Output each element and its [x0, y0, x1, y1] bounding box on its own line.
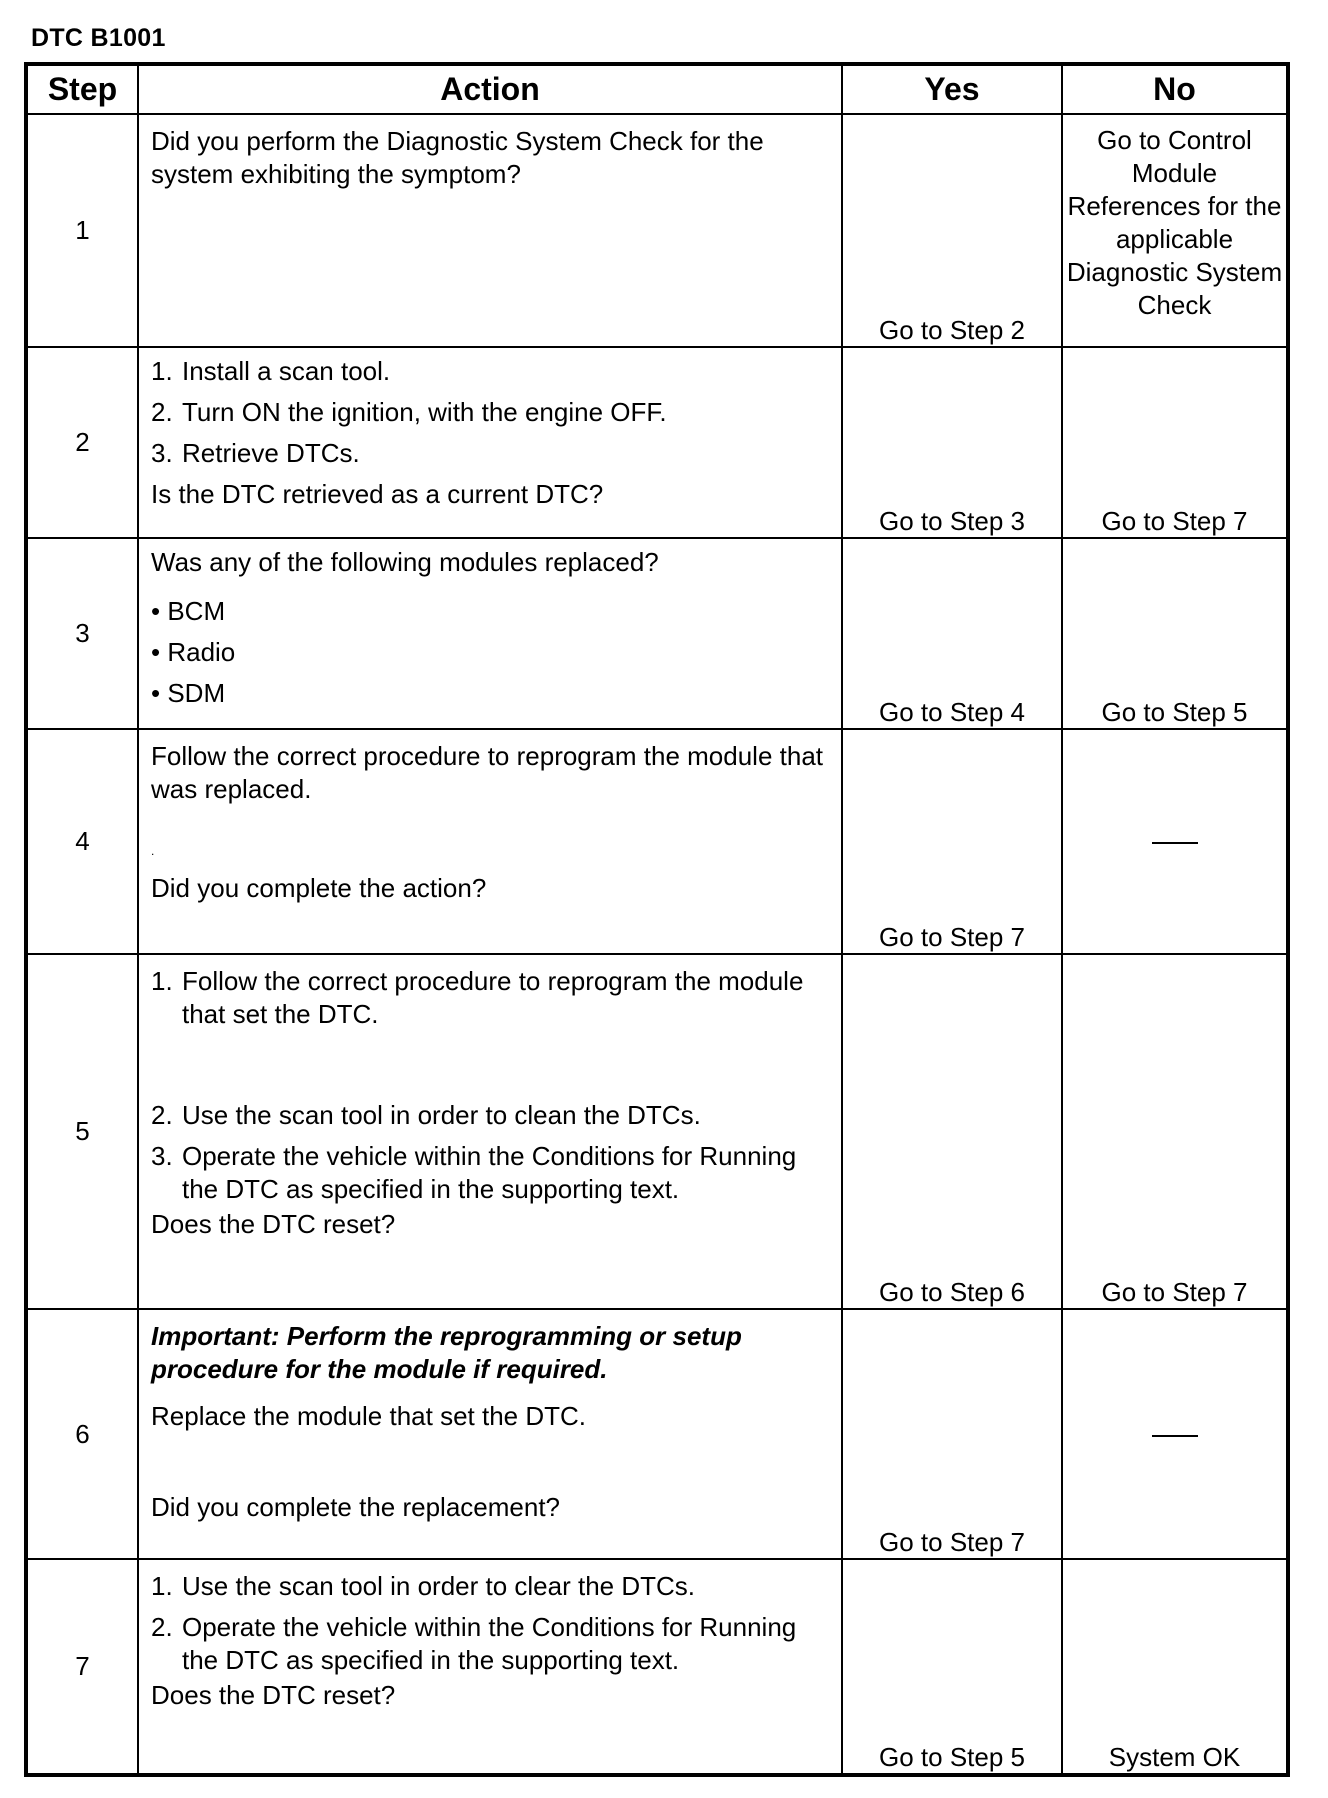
question-text: Is the DTC retrieved as a current DTC?: [151, 479, 604, 509]
step-number: 4: [26, 729, 138, 954]
bullet-item: • BCM: [151, 596, 226, 626]
list-item: [151, 1099, 829, 1132]
list-item: [151, 433, 829, 474]
item-text: Operate the vehicle within the Conditions for Running the DTC as specified in the supporting text.: [182, 1612, 797, 1675]
action-text: Was any of the following modules replaced?: [151, 547, 659, 577]
yes-cell: Go to Step 6: [842, 954, 1062, 1309]
question-text: Does the DTC reset?: [151, 1680, 396, 1710]
header-yes: Yes: [842, 64, 1062, 114]
header-no: No: [1062, 64, 1288, 114]
item-number: 1.: [151, 356, 173, 386]
yes-cell: Go to Step 5: [842, 1559, 1062, 1775]
item-number: 2.: [151, 397, 173, 427]
header-action: Action: [138, 64, 842, 114]
yes-cell: Go to Step 7: [842, 1309, 1062, 1559]
yes-cell: Go to Step 2: [842, 114, 1062, 347]
dash-icon: [1152, 842, 1198, 844]
table-header-row: [26, 64, 1288, 114]
table-row: [26, 347, 1288, 538]
table-row: [26, 114, 1288, 347]
list-item: [151, 392, 829, 433]
action-cell: [138, 1309, 842, 1559]
list-item: [151, 965, 829, 1031]
list-item: [151, 1570, 829, 1603]
item-text: Retrieve DTCs.: [182, 438, 360, 468]
table-row: [26, 538, 1288, 729]
question-text: Does the DTC reset?: [151, 1209, 396, 1239]
step-number: 5: [26, 954, 138, 1309]
step-number: 7: [26, 1559, 138, 1775]
step-number: 1: [26, 114, 138, 347]
item-number: 2.: [151, 1100, 173, 1130]
stray-dot: .: [151, 844, 155, 858]
no-cell: Go to Step 7: [1062, 954, 1288, 1309]
action-cell: [138, 1559, 842, 1775]
item-text: Follow the correct procedure to reprogram the module that set the DTC.: [182, 966, 804, 1029]
action-text: Did you perform the Diagnostic System Check for the system exhibiting the symptom?: [151, 126, 764, 189]
no-cell: System OK: [1062, 1559, 1288, 1775]
header-step: Step: [26, 64, 138, 114]
list-item: [151, 1611, 829, 1677]
table-row: [26, 1309, 1288, 1559]
item-number: 1.: [151, 1571, 173, 1601]
step-number: 2: [26, 347, 138, 538]
dash-icon: [1152, 1435, 1198, 1437]
item-text: Use the scan tool in order to clean the DTCs.: [182, 1100, 701, 1130]
item-number: 2.: [151, 1612, 173, 1642]
bullet-item: • Radio: [151, 637, 236, 667]
no-cell: Go to Step 5: [1062, 538, 1288, 729]
bullet-item: • SDM: [151, 678, 226, 708]
action-cell: [138, 347, 842, 538]
no-cell: [1062, 1309, 1288, 1559]
item-number: 1.: [151, 966, 173, 996]
yes-cell: Go to Step 4: [842, 538, 1062, 729]
action-cell: [138, 954, 842, 1309]
list-item: [151, 1140, 829, 1206]
item-number: 3.: [151, 1141, 173, 1171]
item-text: Use the scan tool in order to clear the DTCs.: [182, 1571, 696, 1601]
item-number: 3.: [151, 438, 173, 468]
table-row: [26, 729, 1288, 954]
table-row: [26, 954, 1288, 1309]
list-item: [151, 351, 829, 392]
action-text: Replace the module that set the DTC.: [151, 1401, 587, 1431]
item-text: Operate the vehicle within the Conditions for Running the DTC as specified in the supporting text.: [182, 1141, 797, 1204]
table-row: [26, 1559, 1288, 1775]
question-text: Did you complete the replacement?: [151, 1492, 561, 1522]
action-cell: [138, 114, 842, 347]
yes-cell: Go to Step 3: [842, 347, 1062, 538]
yes-cell: Go to Step 7: [842, 729, 1062, 954]
item-text: Turn ON the ignition, with the engine OFF.: [182, 397, 667, 427]
diagnostic-table: [24, 62, 1290, 1777]
action-text: Follow the correct procedure to reprogram the module that was replaced.: [151, 741, 824, 804]
item-text: Install a scan tool.: [182, 356, 391, 386]
no-cell: Go to Step 7: [1062, 347, 1288, 538]
step-number: 3: [26, 538, 138, 729]
action-cell: [138, 729, 842, 954]
no-cell: Go to Control Module References for the applicable Diagnostic System Check: [1062, 114, 1288, 347]
step-number: 6: [26, 1309, 138, 1559]
question-text: Did you complete the action?: [151, 873, 487, 903]
no-cell: [1062, 729, 1288, 954]
action-cell: [138, 538, 842, 729]
important-note: Important: Perform the reprogramming or setup procedure for the module if required.: [151, 1321, 742, 1384]
document-title: DTC B1001: [31, 24, 166, 52]
